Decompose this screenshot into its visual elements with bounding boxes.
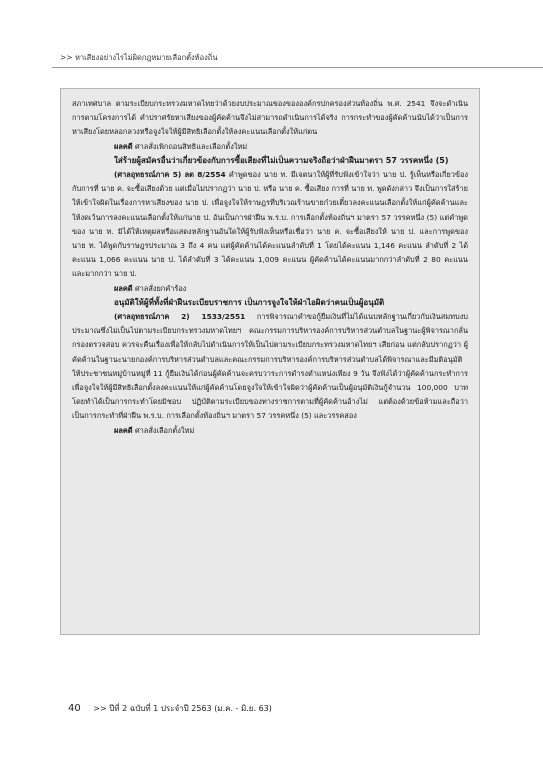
page-footer: [68, 702, 488, 715]
verdict-label: ผลคดี: [114, 283, 133, 293]
case-citation: (ศาลอุทธรณ์ภาค 5) ลต 8/2554: [114, 170, 226, 180]
case-paragraph-2: [72, 310, 468, 424]
case-citation: (ศาลอุทธรณ์ภาค 2) 1533/2551: [114, 312, 246, 322]
verdict-1: [72, 140, 468, 154]
verdict-label: ผลคดี: [114, 425, 133, 435]
verdict-label: ผลคดี: [114, 141, 133, 151]
article-body: [72, 97, 468, 438]
case-heading-2: อนุมัติให้ผู้ที่ทั้งที่ฝ่าฝืนระเบียบราชการ เป็นการจูงใจให้ฝ่าไอผิดว่าคนเป็นผู้อนุมัติ: [114, 297, 385, 307]
page-number: 40: [68, 703, 81, 714]
verdict-text: ศาลสั่งเลือกตั้งใหม่: [134, 425, 195, 435]
header-divider: [52, 67, 543, 68]
verdict-2: [72, 282, 468, 296]
intro-paragraph: สภาเทศบาล ตามระเบียบกระทรวงมหาดไทยว่าด้วยงบประมาณของขององค์กรปกครองส่วนท้องถิ่น พ.ศ. 2541 จึงจะดำเนินการตามโครงการได้ คำปราศรัยหาเสียงของผู้คัดค้านจึงไม่สามารถดำเนินการได้จริง การกระทำของผู้คัดค้านนับได้ว่าเป็นการหาเสียงโดยหลอกลวงหรือจูงใจให้ผู้มีสิทธิเลือกตั้งให้ลงคะแนนเลือกตั้งให้แก่ตน: [72, 99, 468, 137]
case-heading-1: ใส่ร้ายผู้สมัครอื่นว่าเกี่ยวข้องกับการซื้อเสียงที่ไม่เป็นความจริงถือว่าฝ่าฝืนมาตรา 57 วรรคหนึ่ง (5): [114, 155, 449, 165]
case-paragraph-1: [72, 168, 468, 282]
issue-info: >> ปีที่ 2 ฉบับที่ 1 ประจำปี 2563 (ม.ค. - มิ.ย. 63): [93, 704, 272, 713]
verdict-text: ศาลสั่งเพิกถอนสิทธิและเลือกตั้งใหม่: [134, 141, 248, 151]
case-text: คำพูดของ นาย ท. มีเจตนาให้ผู้ที่รับฟังเข้าใจว่า นาย ป. รู้เห็นหรือเกี่ยวข้องกับการที่ นาย ค. จะซื้อเสียงด้วย แต่เมื่อไม่ปรากฏว่า นาย ป. หรือ นาย ค. ซื้อเสียง การที่ นาย ท. พูดดังกล่าว จึงเป็นการใส่ร้ายให้เข้าใจผิดในเรื่องการหาเสียงของ นาย ป. เพื่อจูงใจให้ราษฎรที่บริเวณร้านขายก๋วยเตี๋ยวลงคะแนนเลือกตั้งให้แก่ผู้คัดค้านและให้งดเว้นการลงคะแนนเลือกตั้งให้แก่นาย ป. อันเป็นการฝ่าฝืน พ.ร.บ. การเลือกตั้งท้องถิ่นฯ มาตรา 57 วรรคหนึ่ง (5) แต่คำพูดของ นาย ท. มิได้ให้เหตุผลหรือแสดงหลักฐานอันใดให้ผู้รับฟังเห็นหรือเชื่อว่า นาย ค. จะซื้อเสียงให้ นาย ป. และการพูดของ นาย ท. ได้พูดกับราษฎรประมาณ 3 ถึง 4 คน แต่ผู้คัดค้านได้คะแนนลำดับที่ 1 โดยได้คะแนน 1,146 คะแนน ลำดับที่ 2 ได้คะแนน 1,066 คะแนน นาย ป. ได้ลำดับที่ 3 ได้คะแนน 1,009 คะแนน ผู้คัดค้านได้คะแนนมากกว่าลำดับที่ 2 80 คะแนน และมากกว่า นาย ป.: [72, 170, 469, 279]
verdict-text: ศาลสั่งยกคำร้อง: [134, 283, 187, 293]
verdict-3: [72, 424, 468, 438]
case-text: การพิจารณาคำขอกู้ยืมเงินที่ไม่ได้แนบหลักฐานเกี่ยวกับเงินสมทบงบประมาณซึ่งไม่เป็นไปตามระเบียบกระทรวงมหาดไทยฯ คณะกรรมการบริหารองค์การบริหารส่วนตำบลในฐานะผู้พิจารณากลั่นกรองตรวจสอบ ควรจะคืนเรื่องเพื่อให้กลับไปดำเนินการให้เป็นไปตามระเบียบกระทรวงมหาดไทยฯ เสียก่อน แต่กลับปรากฏว่า ผู้คัดค้านในฐานะนายกองค์การบริหารส่วนตำบลและคณะกรรมการบริหารองค์การบริหารส่วนตำบลได้พิจารณาและมีมติอนุมัติให้ประชาชนหมู่บ้านหมู่ที่ 11 กู้ยืมเงินได้ก่อนผู้คัดค้านจะครบวาระการดำรงตำแหน่งเพียง 9 วัน จึงฟังได้ว่าผู้คัดค้านกระทำการเพื่อจูงใจให้ผู้มีสิทธิเลือกตั้งลงคะแนนให้แก่ผู้คัดค้านโดยจูงใจให้เข้าใจผิดว่าผู้คัดค้านเป็นผู้อนุมัติเงินกู้จำนวน 100,000 บาท โดยทำได้เป็นการกระทำโดยมิชอบ ปฏิบัติตามระเบียบของทางราชการตามที่ผู้คัดค้านอ้างไม่ แต่ต้องด้วยข้อห้ามและถือว่าเป็นการกระทำที่ฝ่าฝืน พ.ร.บ. การเลือกตั้งท้องถิ่นฯ มาตรา 57 วรรคหนึ่ง (5) และวรรคสอง: [72, 312, 468, 421]
running-header: >> หาเสียงอย่างไรไม่ผิดกฎหมายเลือกตั้งท้องถิ่น: [60, 53, 218, 62]
